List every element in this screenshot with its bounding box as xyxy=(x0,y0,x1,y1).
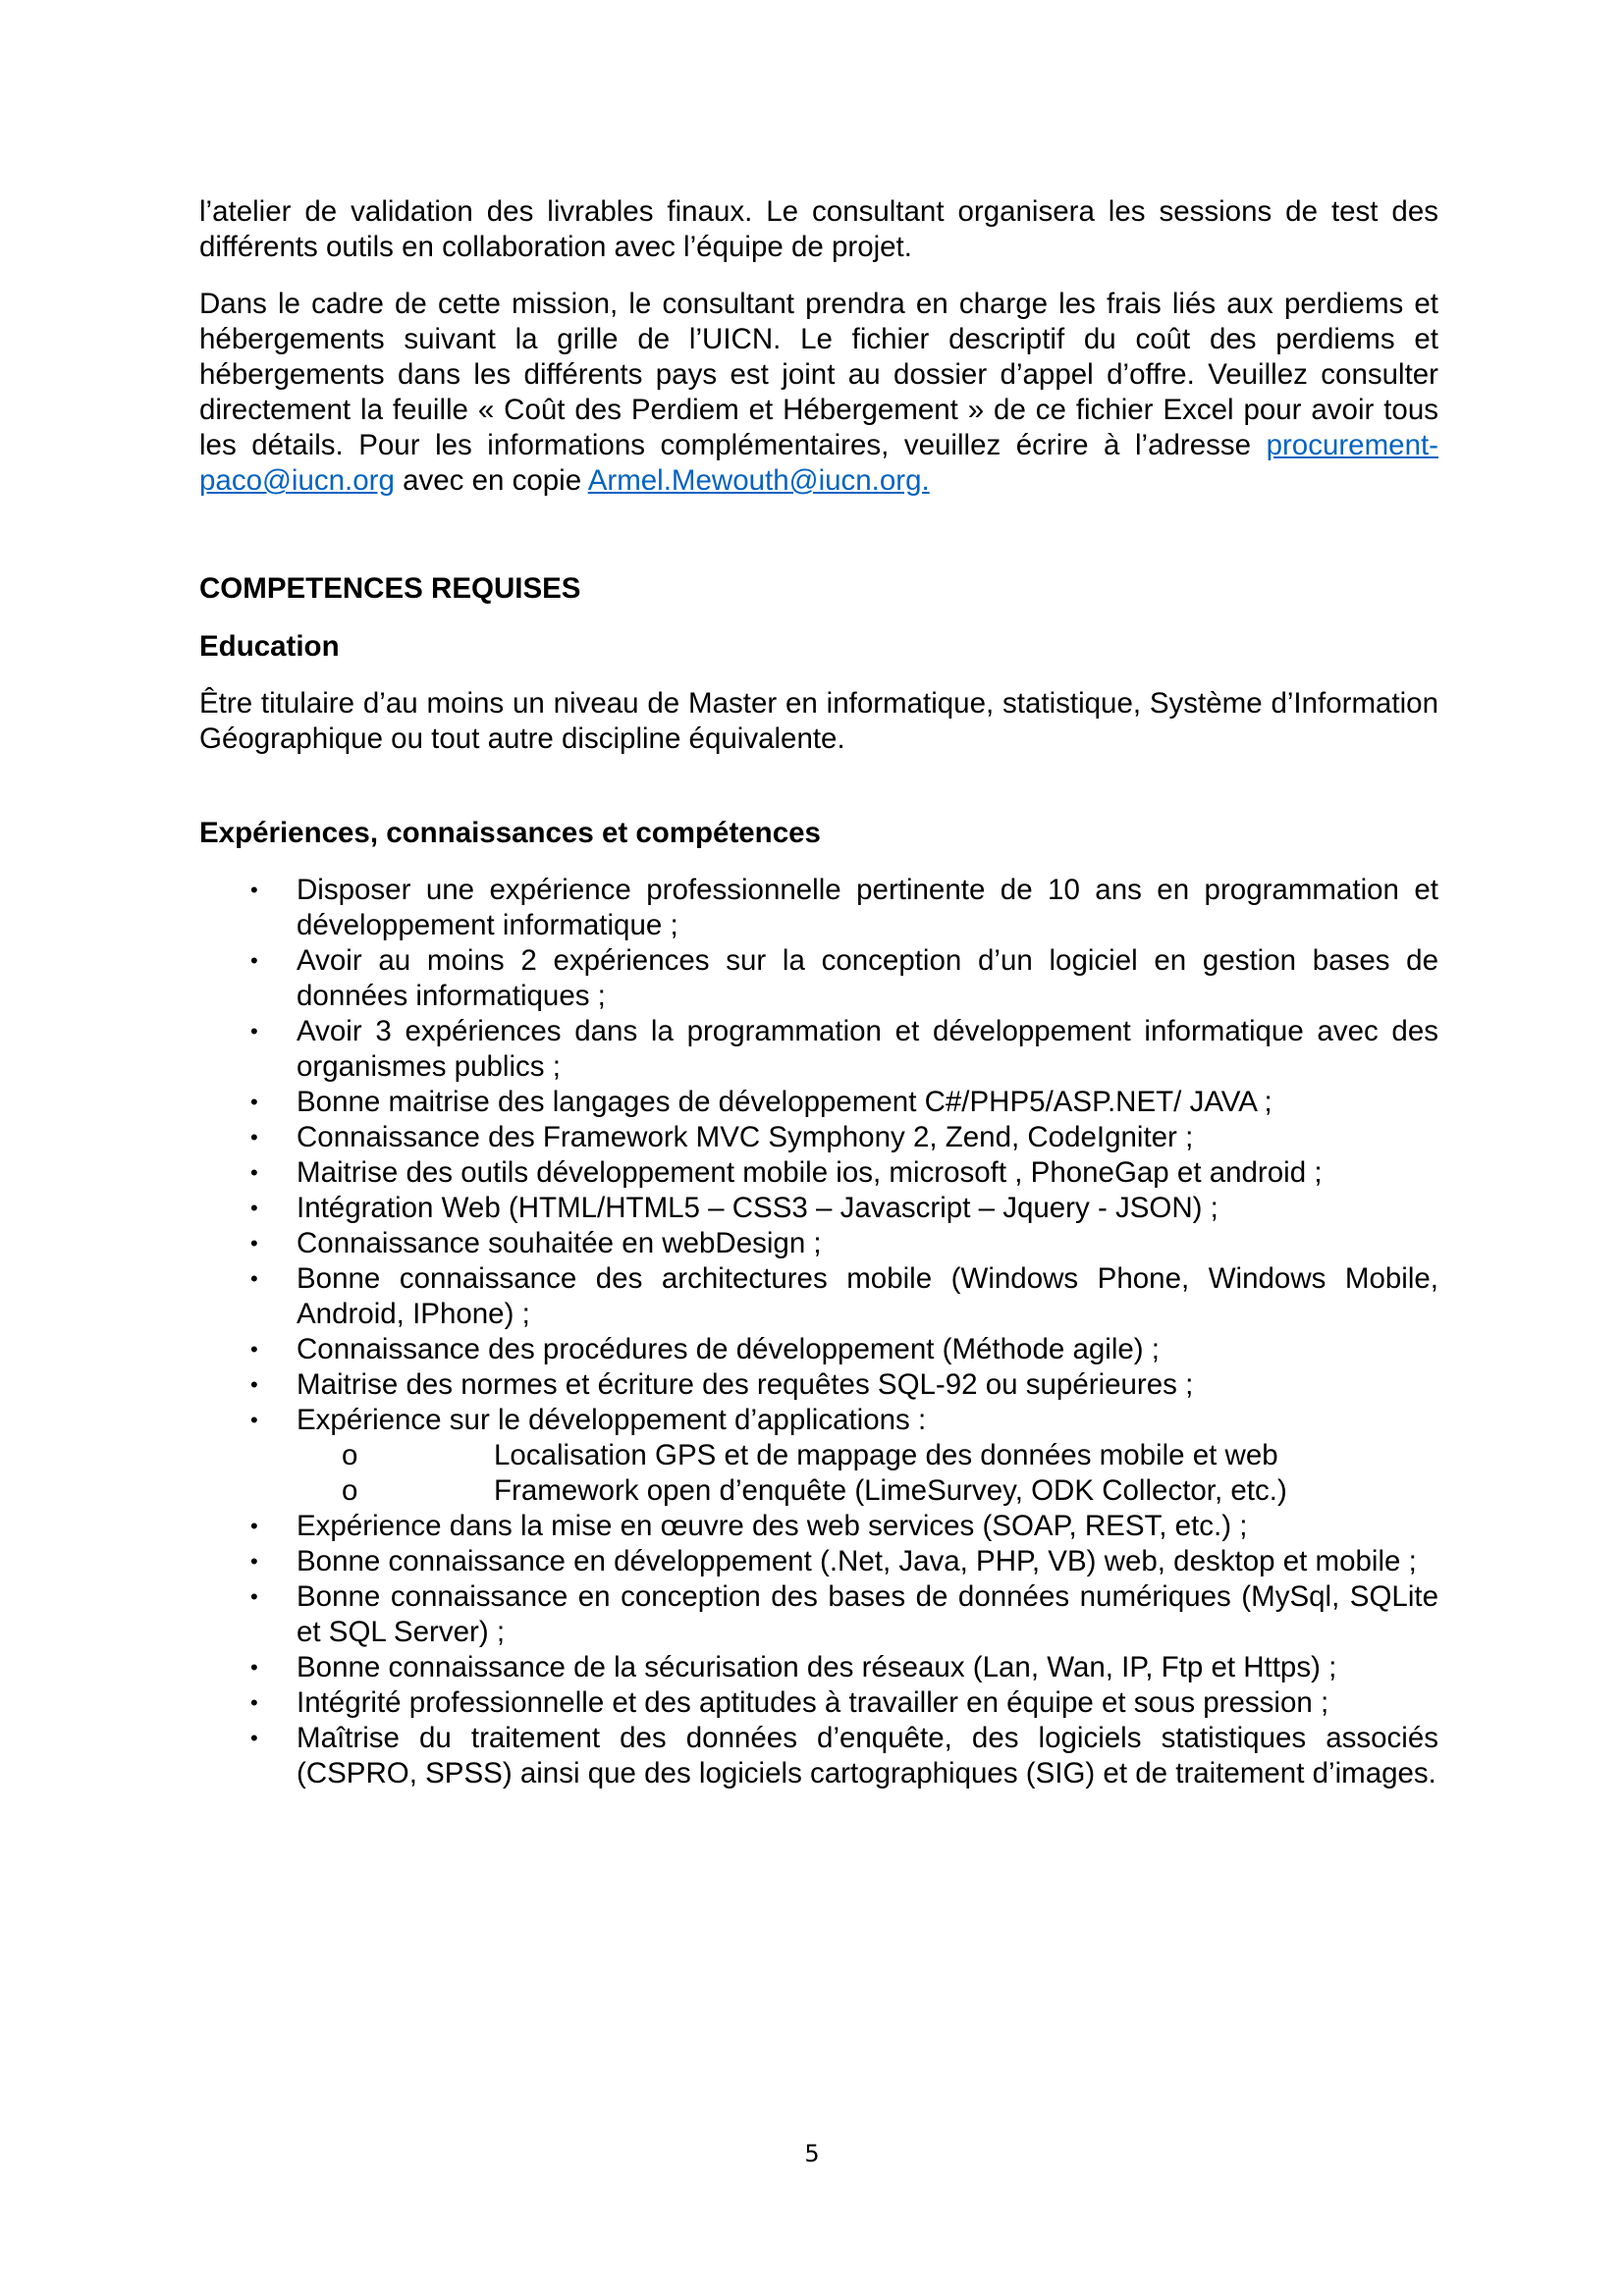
list-item-text: Intégration Web (HTML/HTML5 – CSS3 – Javascript – Jquery - JSON) ; xyxy=(297,1192,1218,1224)
email-link-procurement[interactable]: procurement-paco@iucn.org xyxy=(199,429,1438,497)
list-item xyxy=(199,1367,1438,1403)
heading-experiences: Expériences, connaissances et compétences xyxy=(199,817,821,849)
bullet-icon: • xyxy=(250,1231,258,1255)
bullet-icon: • xyxy=(250,1337,258,1362)
paragraph-perdiems xyxy=(199,287,1438,499)
bullet-icon: • xyxy=(250,948,258,973)
competences-list xyxy=(199,873,1438,1791)
list-item xyxy=(199,1191,1438,1226)
bullet-icon: • xyxy=(250,1125,258,1149)
list-item-text: Bonne connaissance des architectures mobile (Windows Phone, Windows Mobile, Android, IPhone) ; xyxy=(297,1262,1438,1330)
bullet-icon: • xyxy=(250,878,258,902)
sub-list-container xyxy=(199,1438,1438,1509)
list-item xyxy=(199,1403,1438,1438)
document-page xyxy=(199,194,1438,1791)
bullet-icon: • xyxy=(250,1690,258,1715)
list-item xyxy=(199,1509,1438,1544)
paragraph-education: Être titulaire d’au moins un niveau de Master en informatique, statistique, Système d’Information Géographique ou tout autre discipline équivalente. xyxy=(199,687,1438,755)
sub-list-item-text: Localisation GPS et de mappage des données mobile et web xyxy=(494,1439,1278,1471)
bullet-icon: • xyxy=(250,1266,258,1291)
list-item-text: Connaissance des procédures de développement (Méthode agile) ; xyxy=(297,1333,1160,1365)
list-item-text: Expérience sur le développement d’applications : xyxy=(297,1404,927,1436)
list-item xyxy=(199,1544,1438,1579)
list-item xyxy=(199,1014,1438,1085)
list-item xyxy=(199,943,1438,1014)
sub-list-item-text: Framework open d’enquête (LimeSurvey, ODK Collector, etc.) xyxy=(494,1474,1287,1507)
email-link-armel[interactable]: Armel.Mewouth@iucn.org. xyxy=(587,464,930,497)
list-item-text: Bonne connaissance en développement (.Net, Java, PHP, VB) web, desktop et mobile ; xyxy=(297,1545,1417,1577)
list-item xyxy=(199,1332,1438,1367)
sub-list-item xyxy=(199,1438,1438,1473)
sub-list-item xyxy=(199,1473,1438,1509)
list-item xyxy=(199,1579,1438,1650)
page-number: 5 xyxy=(804,2140,820,2167)
bullet-icon: • xyxy=(250,1019,258,1043)
list-item xyxy=(199,1085,1438,1120)
list-item xyxy=(199,1226,1438,1261)
bullet-icon: • xyxy=(250,1549,258,1574)
paragraph-perdiems-text: Dans le cadre de cette mission, le consultant prendra en charge les frais liés aux perdiems et hébergements suivant la grille de l’UICN. Le fichier descriptif du coût des perdiems et hébergements dans les différents pays est joint au dossier d’appel d’offre. Veuillez consulter directement la feuille « Coût des Perdiem et Hébergement » de ce fichier Excel pour avoir tous les détails. Pour les informations complémentaires, veuillez écrire à l’adresse xyxy=(199,288,1438,461)
list-item-text: Avoir 3 expériences dans la programmation et développement informatique avec des organismes publics ; xyxy=(297,1015,1438,1083)
sub-bullet-icon: o xyxy=(342,1474,358,1507)
bullet-icon: • xyxy=(250,1726,258,1750)
list-item-text: Disposer une expérience professionnelle pertinente de 10 ans en programmation et développement informatique ; xyxy=(297,874,1438,941)
bullet-icon: • xyxy=(250,1196,258,1220)
bullet-icon: • xyxy=(250,1408,258,1432)
heading-competences: COMPETENCES REQUISES xyxy=(199,572,581,605)
sub-bullet-icon: o xyxy=(342,1439,358,1471)
bullet-icon: • xyxy=(250,1090,258,1114)
paragraph-atelier: l’atelier de validation des livrables finaux. Le consultant organisera les sessions de test des différents outils en collaboration avec l’équipe de projet. xyxy=(199,195,1438,263)
list-item-text: Maitrise des outils développement mobile ios, microsoft , PhoneGap et android ; xyxy=(297,1156,1323,1189)
list-item-text: Connaissance des Framework MVC Symphony 2, Zend, CodeIgniter ; xyxy=(297,1121,1194,1153)
list-item xyxy=(199,1261,1438,1332)
list-item-text: Maitrise des normes et écriture des requêtes SQL-92 ou supérieures ; xyxy=(297,1368,1194,1401)
paragraph-perdiems-mid: avec en copie xyxy=(394,464,588,497)
list-item-text: Bonne maitrise des langages de développement C#/PHP5/ASP.NET/ JAVA ; xyxy=(297,1086,1272,1118)
list-item xyxy=(199,1120,1438,1155)
list-item xyxy=(199,1650,1438,1685)
bullet-icon: • xyxy=(250,1584,258,1609)
bullet-icon: • xyxy=(250,1655,258,1680)
list-item-text: Avoir au moins 2 expériences sur la conception d’un logiciel en gestion bases de données informatiques ; xyxy=(297,944,1438,1012)
bullet-icon: • xyxy=(250,1160,258,1185)
list-item xyxy=(199,1155,1438,1191)
list-item xyxy=(199,1685,1438,1721)
list-item xyxy=(199,873,1438,943)
list-item-text: Expérience dans la mise en œuvre des web services (SOAP, REST, etc.) ; xyxy=(297,1510,1248,1542)
list-item-text: Bonne connaissance en conception des bases de données numériques (MySql, SQLite et SQL Server) ; xyxy=(297,1580,1438,1648)
bullet-icon: • xyxy=(250,1372,258,1397)
list-item-text: Connaissance souhaitée en webDesign ; xyxy=(297,1227,822,1259)
heading-education: Education xyxy=(199,630,340,663)
list-item-text: Bonne connaissance de la sécurisation des réseaux (Lan, Wan, IP, Ftp et Https) ; xyxy=(297,1651,1337,1683)
list-item-text: Maîtrise du traitement des données d’enquête, des logiciels statistiques associés (CSPRO, SPSS) ainsi que des logiciels cartographiques (SIG) et de traitement d’images. xyxy=(297,1722,1438,1789)
list-item-text: Intégrité professionnelle et des aptitudes à travailler en équipe et sous pression ; xyxy=(297,1686,1329,1719)
bullet-icon: • xyxy=(250,1514,258,1538)
list-item xyxy=(199,1721,1438,1791)
